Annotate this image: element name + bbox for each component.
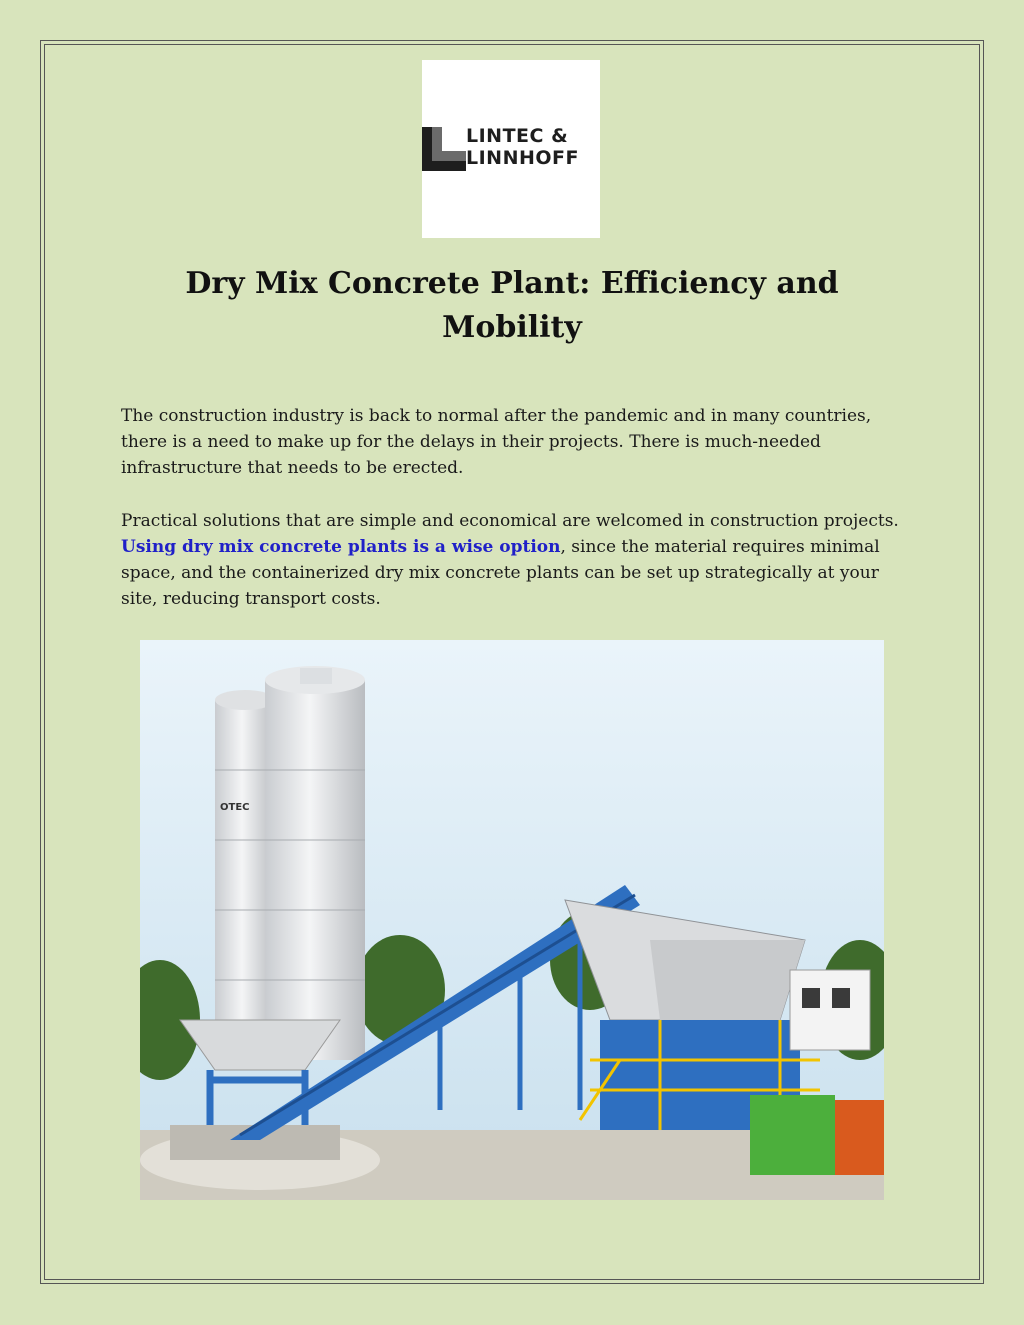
company-logo: [422, 60, 600, 238]
page-title: Dry Mix Concrete Plant: Efficiency and Mobility: [185, 266, 839, 345]
concrete-plant-photo: [140, 640, 884, 1200]
logo-line-1: LINTEC &: [466, 125, 569, 147]
silo-label: OTEC: [220, 802, 250, 813]
logo-line-2: LINNHOFF: [466, 147, 579, 169]
dry-mix-plants-link[interactable]: Using dry mix concrete plants is a wise option: [121, 537, 561, 557]
paragraph-text-after-link: , since the material requires minimal space, and the containerized dry mix concrete plants can be set up strategically at your site, reducing transport costs.: [121, 537, 880, 609]
logo-wordmark: [466, 125, 579, 169]
solution-paragraph: [121, 508, 911, 612]
logo-mark-icon: [422, 127, 466, 171]
intro-paragraph: The construction industry is back to normal after the pandemic and in many countries, there is a need to make up for the delays in their projects. There is much-needed infrastructure that needs to be erected.: [121, 406, 872, 478]
paragraph-text-before-link: Practical solutions that are simple and economical are welcomed in construction projects.: [121, 511, 899, 531]
